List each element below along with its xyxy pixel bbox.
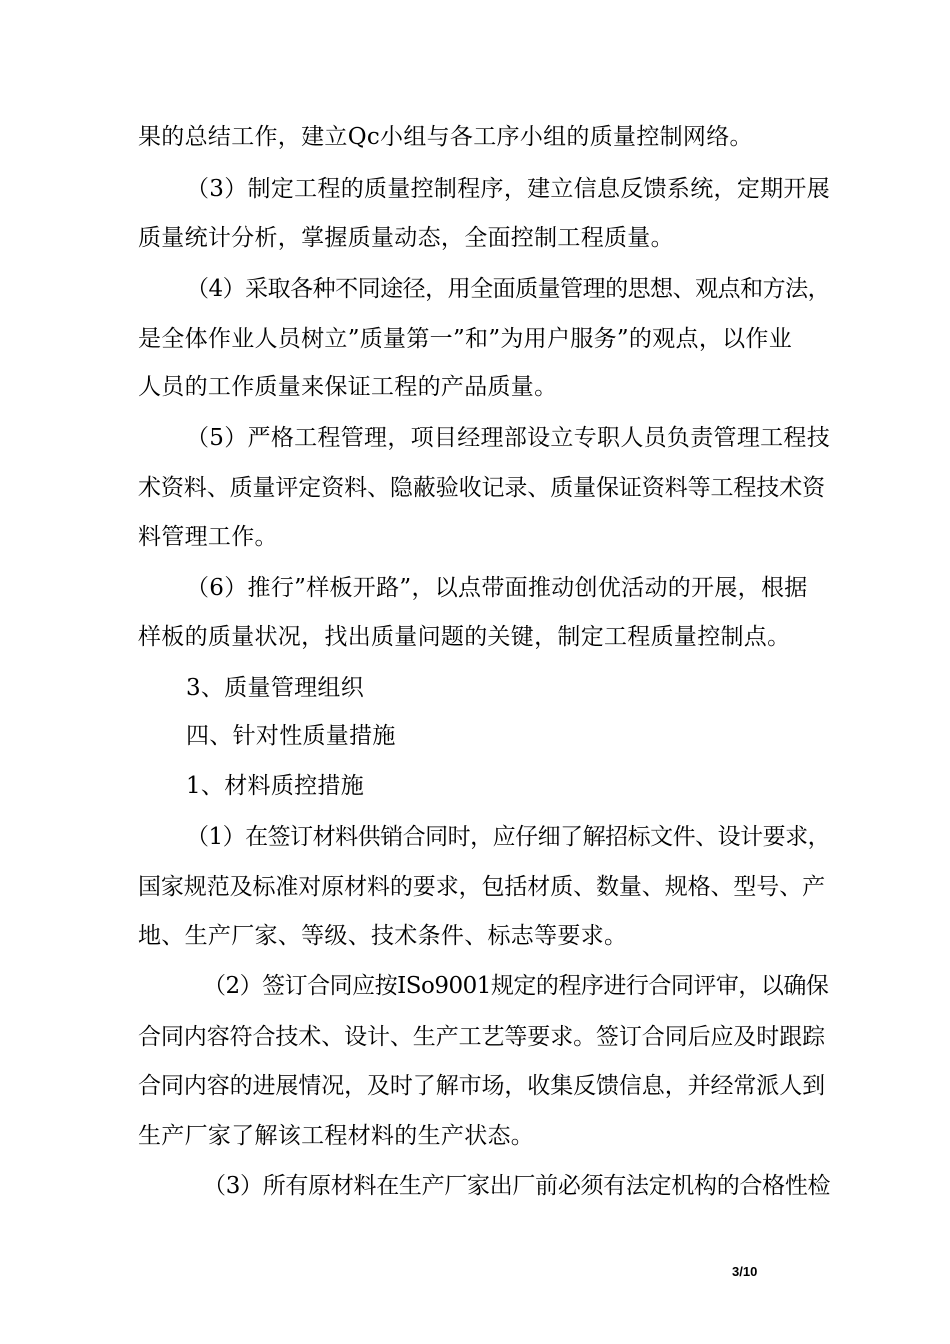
body-text-line: 质量统计分析，掌握质量动态，全面控制工程质量。 <box>138 225 674 251</box>
body-text-line: 样板的质量状况，找出质量问题的关键，制定工程质量控制点。 <box>138 624 791 650</box>
body-text-line: （2）签订合同应按ISo9001规定的程序进行合同评审，以确保 <box>203 973 829 999</box>
page-number: 3/10 <box>732 1264 758 1279</box>
body-text-line: （4）采取各种不同途径，用全面质量管理的思想、观点和方法， <box>186 276 831 302</box>
body-text-line: 合同内容的进展情况，及时了解市场，收集反馈信息，并经常派人到 <box>138 1073 826 1099</box>
body-text-line: 合同内容符合技术、设计、生产工艺等要求。签订合同后应及时跟踪 <box>138 1024 826 1050</box>
body-text-line: 人员的工作质量来保证工程的产品质量。 <box>138 374 558 400</box>
section-heading: 1、材料质控措施 <box>186 773 365 799</box>
body-text-line: 是全体作业人员树立”质量第一”和”为用户服务”的观点，以作业 <box>138 326 793 352</box>
section-heading: 3、质量管理组织 <box>186 675 365 701</box>
body-text-line: 地、生产厂家、等级、技术条件、标志等要求。 <box>138 923 628 949</box>
body-text-line: （3）制定工程的质量控制程序，建立信息反馈系统，定期开展 <box>186 176 831 202</box>
body-text-line: （6）推行”样板开路”，以点带面推动创优活动的开展，根据 <box>186 575 808 601</box>
body-text-line: 生产厂家了解该工程材料的生产状态。 <box>138 1123 535 1149</box>
body-text-line: （3）所有原材料在生产厂家出厂前必须有法定机构的合格性检 <box>203 1173 831 1199</box>
body-text-line: （5）严格工程管理，项目经理部设立专职人员负责管理工程技 <box>186 425 831 451</box>
body-text-line: （1）在签订材料供销合同时，应仔细了解招标文件、设计要求， <box>186 824 831 850</box>
body-text-line: 果的总结工作，建立Qc小组与各工序小组的质量控制网络。 <box>138 124 753 150</box>
body-text-line: 料管理工作。 <box>138 524 278 550</box>
body-text-line: 术资料、质量评定资料、隐蔽验收记录、质量保证资料等工程技术资 <box>138 475 826 501</box>
body-text-line: 国家规范及标准对原材料的要求，包括材质、数量、规格、型号、产 <box>138 874 826 900</box>
section-heading: 四、针对性质量措施 <box>186 723 396 749</box>
